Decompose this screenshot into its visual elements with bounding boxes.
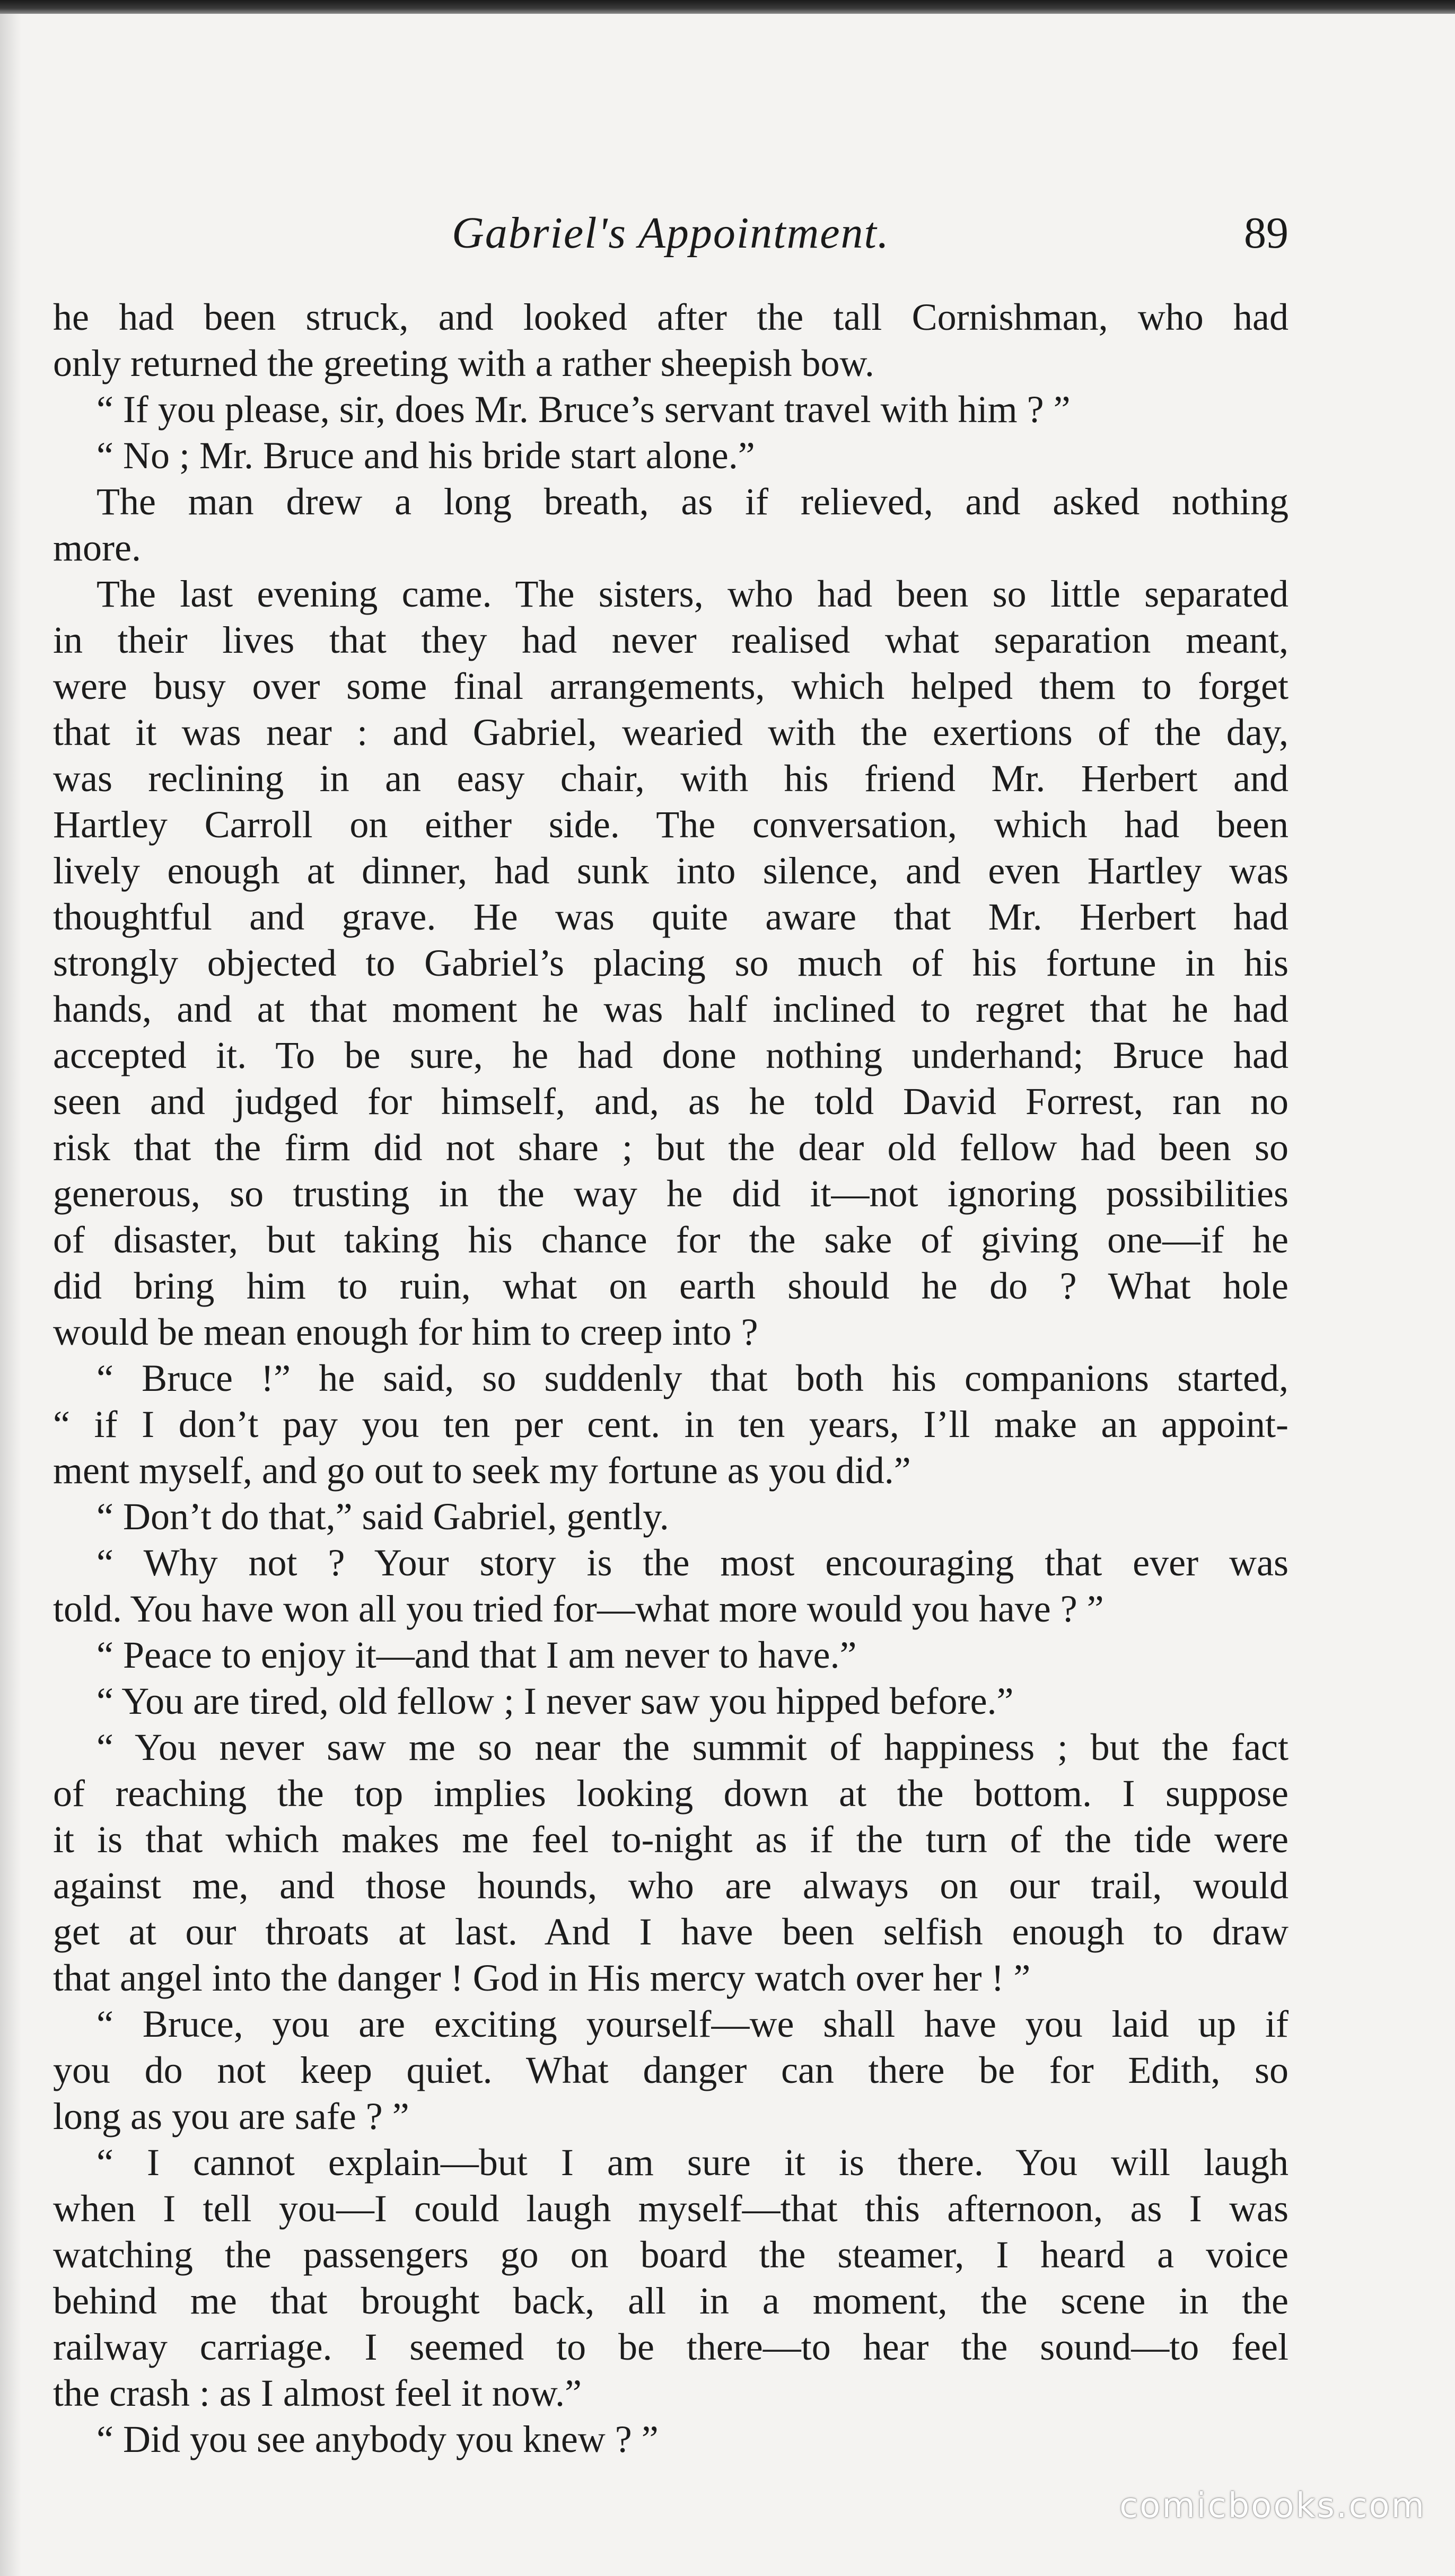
text-line: of disaster, but taking his chance for the sake of giving one—if he xyxy=(53,1219,1289,1261)
text-line: “ Don’t do that,” said Gabriel, gently. xyxy=(97,1495,669,1538)
text-line: railway carriage. I seemed to be there—to hear the sound—to feel xyxy=(53,2326,1289,2368)
text-line: of reaching the top implies looking down at the bottom. I suppose xyxy=(53,1772,1289,1815)
page-number: 89 xyxy=(1244,208,1289,258)
watermark: comicbooks.com xyxy=(1119,2486,1426,2526)
text-line: in their lives that they had never realised what separation meant, xyxy=(53,619,1289,661)
scan-top-edge xyxy=(0,0,1455,14)
text-line: thoughtful and grave. He was quite aware that Mr. Herbert had xyxy=(53,896,1289,938)
text-line: only returned the greeting with a rather sheepish bow. xyxy=(53,342,874,384)
text-line: “ Why not ? Your story is the most encouraging that ever was xyxy=(97,1541,1289,1584)
text-line: “ Bruce !” he said, so suddenly that both his companions started, xyxy=(97,1357,1289,1399)
text-line: against me, and those hounds, who are always on our trail, would xyxy=(53,1864,1289,1907)
text-line: generous, so trusting in the way he did it—not ignoring possibilities xyxy=(53,1172,1289,1215)
text-line: it is that which makes me feel to-night as if the turn of the tide were xyxy=(53,1818,1289,1861)
running-head xyxy=(53,201,1289,265)
scan-left-shadow xyxy=(0,14,21,2576)
text-line: he had been struck, and looked after the tall Cornishman, who had xyxy=(53,296,1289,338)
text-line: told. You have won all you tried for—what more would you have ? ” xyxy=(53,1588,1104,1630)
text-line: “ Bruce, you are exciting yourself—we shall have you laid up if xyxy=(97,2003,1289,2045)
text-line: would be mean enough for him to creep into ? xyxy=(53,1311,758,1353)
text-line: “ You never saw me so near the summit of happiness ; but the fact xyxy=(97,1726,1289,1768)
text-line: lively enough at dinner, had sunk into silence, and even Hartley was xyxy=(53,849,1289,892)
text-line: more. xyxy=(53,527,141,569)
text-line: watching the passengers go on board the steamer, I heard a voice xyxy=(53,2233,1289,2276)
running-title: Gabriel's Appointment. xyxy=(452,208,890,258)
text-line: the crash : as I almost feel it now.” xyxy=(53,2372,582,2414)
text-line: get at our throats at last. And I have been selfish enough to draw xyxy=(53,1911,1289,1953)
text-line: “ I cannot explain—but I am sure it is there. You will laugh xyxy=(97,2141,1289,2184)
text-line: “ No ; Mr. Bruce and his bride start alone.” xyxy=(97,434,755,477)
text-line: strongly objected to Gabriel’s placing so much of his fortune in his xyxy=(53,942,1289,984)
body-text xyxy=(53,294,1289,2463)
text-line: when I tell you—I could laugh myself—that this afternoon, as I was xyxy=(53,2187,1289,2230)
text-line: that it was near : and Gabriel, wearied with the exertions of the day, xyxy=(53,711,1289,753)
text-line: did bring him to ruin, what on earth should he do ? What hole xyxy=(53,1265,1289,1307)
text-line: “ Did you see anybody you knew ? ” xyxy=(97,2418,659,2460)
text-line: were busy over some final arrangements, which helped them to forget xyxy=(53,665,1289,707)
text-line: risk that the firm did not share ; but the dear old fellow had been so xyxy=(53,1126,1289,1169)
text-line: “ If you please, sir, does Mr. Bruce’s servant travel with him ? ” xyxy=(97,388,1071,431)
text-line: “ Peace to enjoy it—and that I am never to have.” xyxy=(97,1634,857,1676)
text-line: accepted it. To be sure, he had done nothing underhand; Bruce had xyxy=(53,1034,1289,1076)
text-line: “ if I don’t pay you ten per cent. in ten years, I’ll make an appoint- xyxy=(53,1403,1289,1445)
text-line: The man drew a long breath, as if relieved, and asked nothing xyxy=(97,480,1289,523)
text-line: ment myself, and go out to seek my fortune as you did.” xyxy=(53,1449,911,1492)
text-line: behind me that brought back, all in a moment, the scene in the xyxy=(53,2280,1289,2322)
text-line: seen and judged for himself, and, as he told David Forrest, ran no xyxy=(53,1080,1289,1123)
text-line: that angel into the danger ! God in His mercy watch over her ! ” xyxy=(53,1957,1031,1999)
text-line: Hartley Carroll on either side. The conversation, which had been xyxy=(53,803,1289,846)
text-line: was reclining in an easy chair, with his friend Mr. Herbert and xyxy=(53,757,1289,800)
text-line: “ You are tired, old fellow ; I never saw you hipped before.” xyxy=(97,1680,1014,1722)
text-line: you do not keep quiet. What danger can there be for Edith, so xyxy=(53,2049,1289,2091)
text-line: long as you are safe ? ” xyxy=(53,2095,409,2137)
text-line: The last evening came. The sisters, who had been so little separated xyxy=(97,573,1289,615)
text-line: hands, and at that moment he was half inclined to regret that he had xyxy=(53,988,1289,1030)
